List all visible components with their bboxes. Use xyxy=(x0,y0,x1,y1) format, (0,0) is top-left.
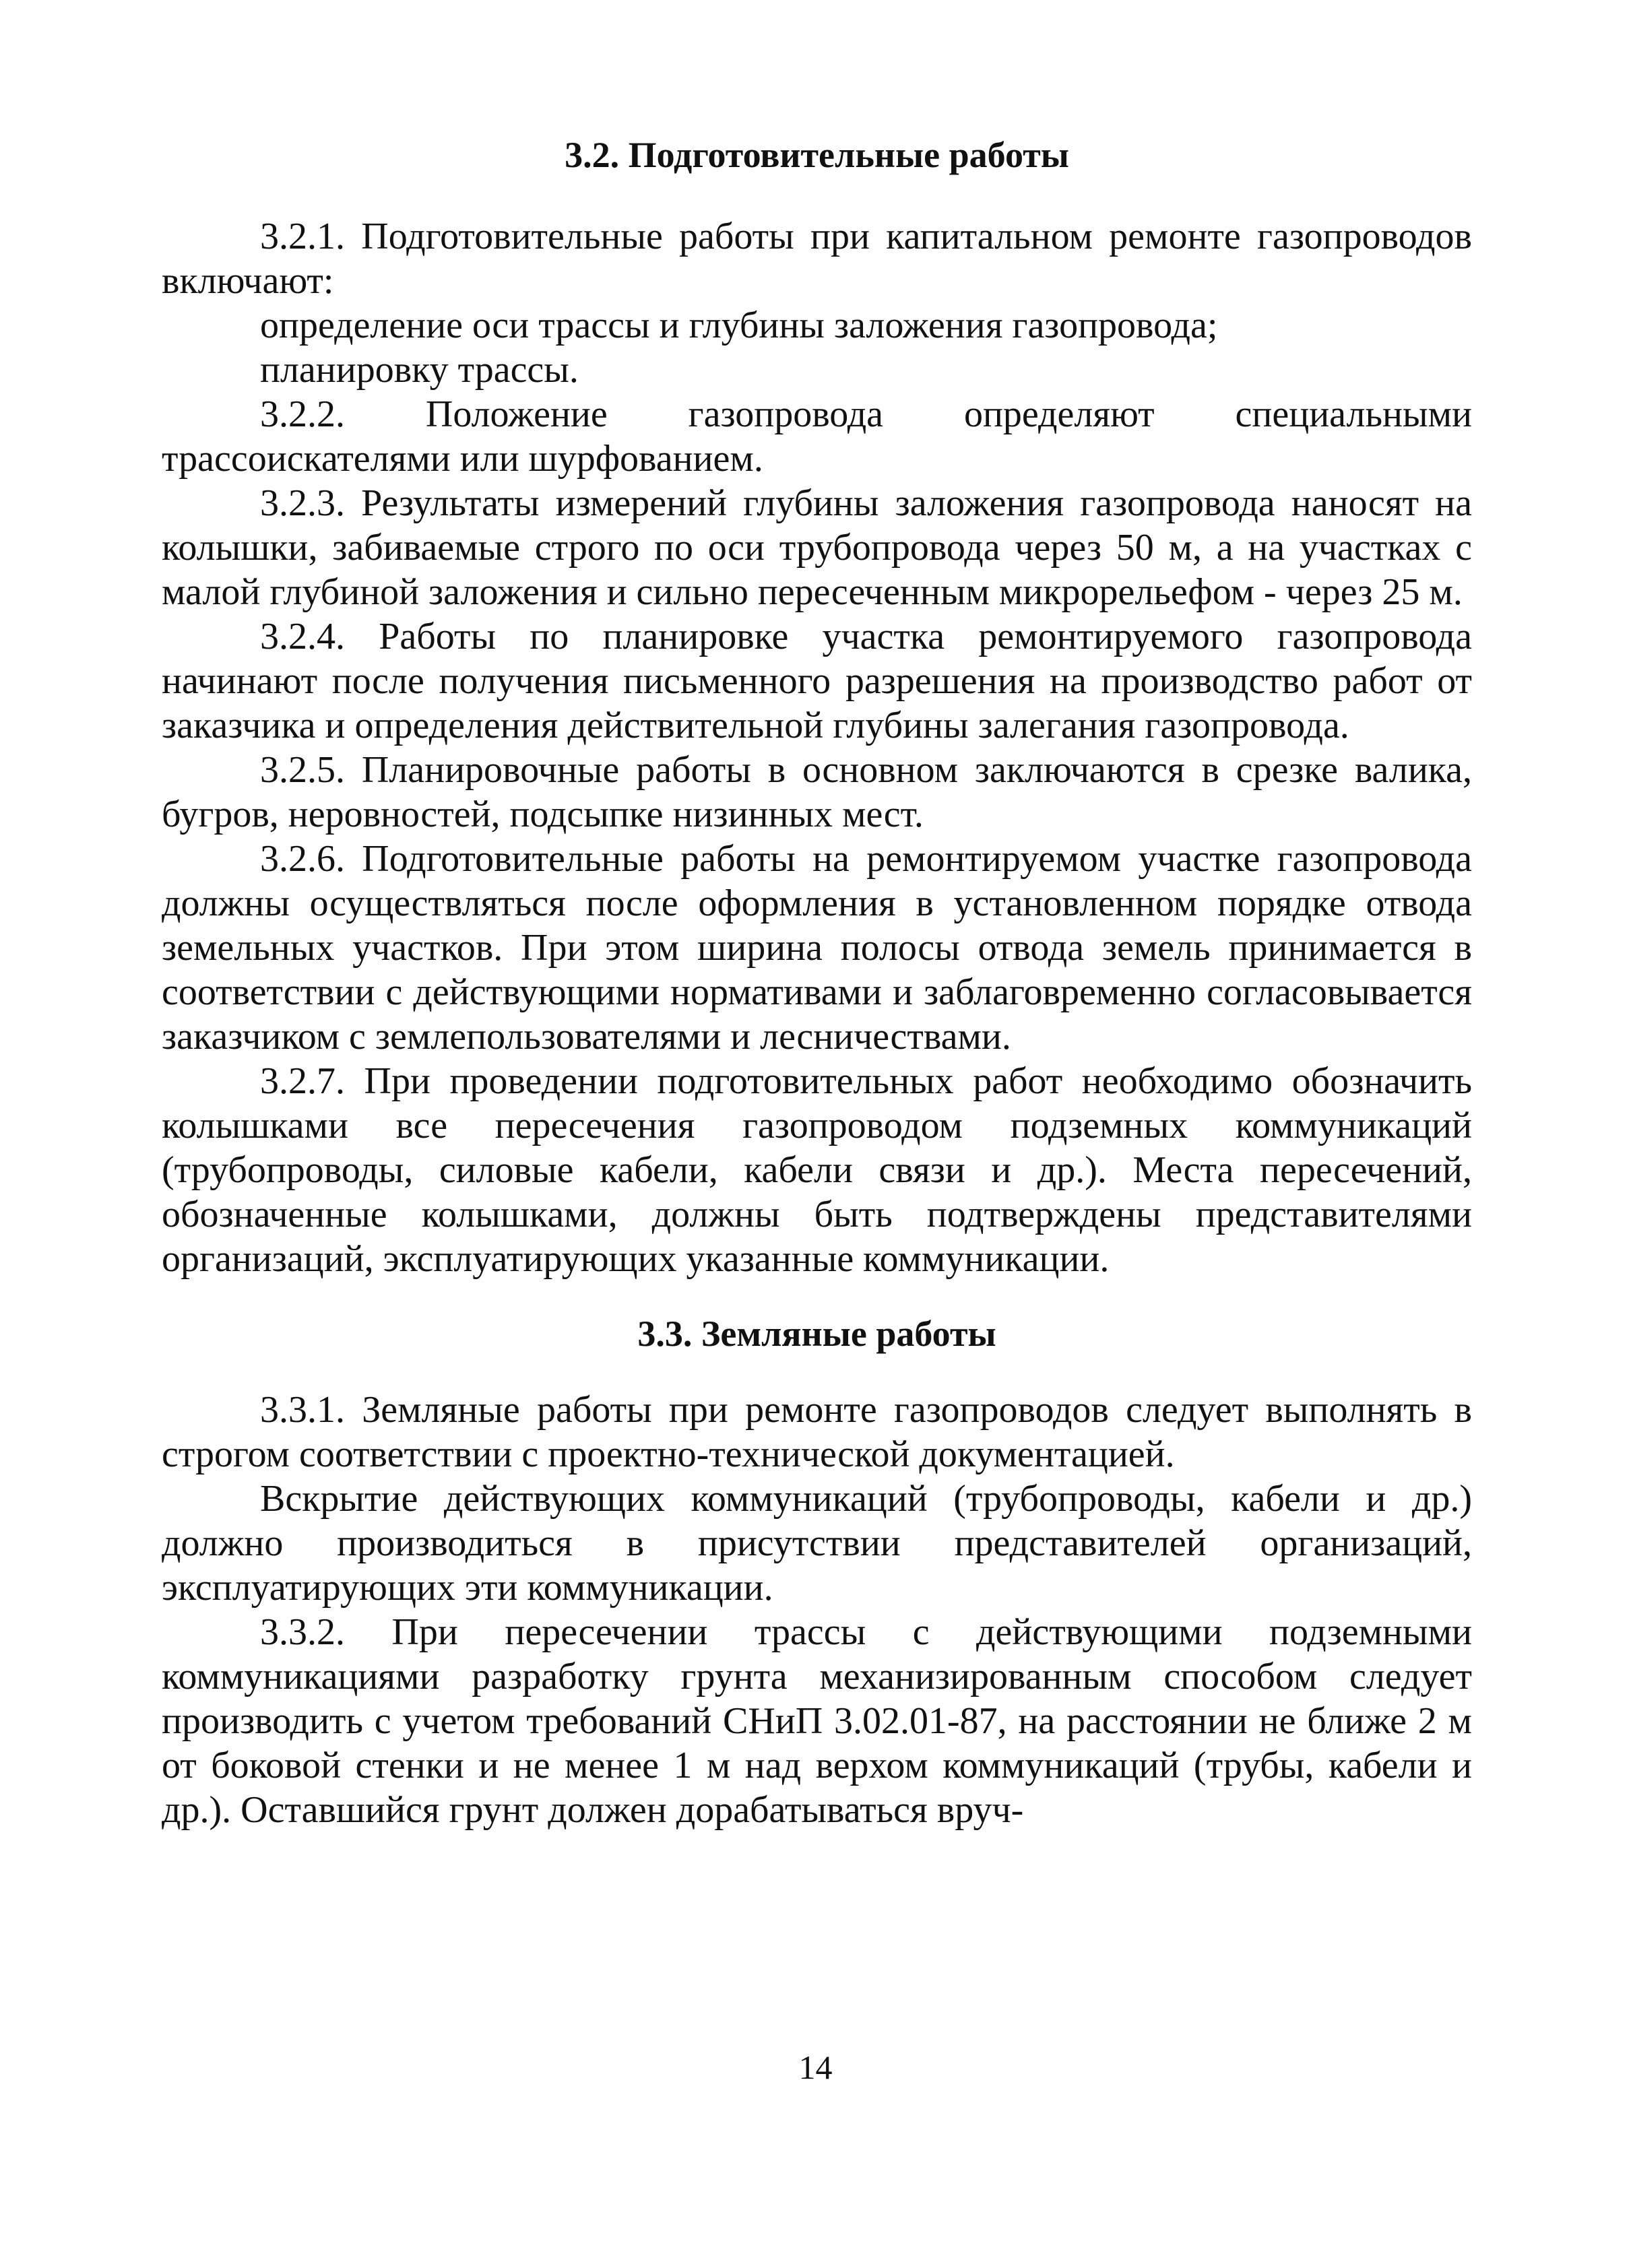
section-3-2-heading: 3.2. Подготовительные работы xyxy=(565,135,1069,175)
document-page xyxy=(162,128,1472,1832)
section-3-3-heading: 3.3. Земляные работы xyxy=(637,1314,996,1354)
page-number: 14 xyxy=(798,2048,833,2086)
list-item-axis: определение оси трассы и глубины заложения газопровода; xyxy=(260,304,1218,346)
list-item-planning: планировку трассы. xyxy=(260,349,579,391)
paragraph-3-2-1: 3.2.1. Подготовительные работы при капитальном ремонте газопроводов включают: xyxy=(162,216,1472,302)
paragraph-3-3-1: 3.3.1. Земляные работы при ремонте газопроводов следует выполнять в строгом соответствии с проектно-технической документацией. xyxy=(162,1389,1472,1475)
paragraph-3-2-6: 3.2.6. Подготовительные работы на ремонтируемом участке газопровода должны осуществляться после оформления в установленном порядке отвода земельных участков. При этом ширина полосы отвода земель принимается в соответствии с действующими нормативами и заблаговременно согласовывается заказчиком с землепользователями и лесничествами. xyxy=(162,838,1472,1058)
paragraph-3-2-7: 3.2.7. При проведении подготовительных работ необходимо обозначить колышками все пересечения газопроводом подземных коммуникаций (трубопроводы, силовые кабели, кабели связи и др.). Места пересечений, обозначенные колышками, должны быть подтверждены представителями организаций, эксплуатирующих указанные коммуникации. xyxy=(162,1060,1472,1280)
paragraph-3-2-3: 3.2.3. Результаты измерений глубины заложения газопровода наносят на колышки, забиваемые строго по оси трубопровода через 50 м, а на участках с малой глубиной заложения и сильно пересеченным микрорельефом - через 25 м. xyxy=(162,482,1472,613)
paragraph-3-2-5: 3.2.5. Планировочные работы в основном заключаются в срезке валика, бугров, неровностей, подсыпке низинных мест. xyxy=(162,749,1472,835)
paragraph-3-3-1-opening: Вскрытие действующих коммуникаций (трубопроводы, кабели и др.) должно производиться в присутствии представителей организаций, эксплуатирующих эти коммуникации. xyxy=(162,1478,1472,1609)
paragraph-3-3-2: 3.3.2. При пересечении трассы с действующими подземными коммуникациями разработку грунта механизированным способом следует производить с учетом требований СНиП 3.02.01-87, на расстоянии не ближе 2 м от боковой стенки и не менее 1 м над верхом коммуникаций (трубы, кабели и др.). Оставшийся грунт должен дорабатываться вруч- xyxy=(162,1611,1472,1831)
paragraph-3-2-2: 3.2.2. Положение газопровода определяют специальными трассоискателями или шурфованием. xyxy=(162,393,1472,480)
paragraph-3-2-4: 3.2.4. Работы по планировке участка ремонтируемого газопровода начинают после получения письменного разрешения на производство работ от заказчика и определения действительной глубины залегания газопровода. xyxy=(162,616,1472,746)
